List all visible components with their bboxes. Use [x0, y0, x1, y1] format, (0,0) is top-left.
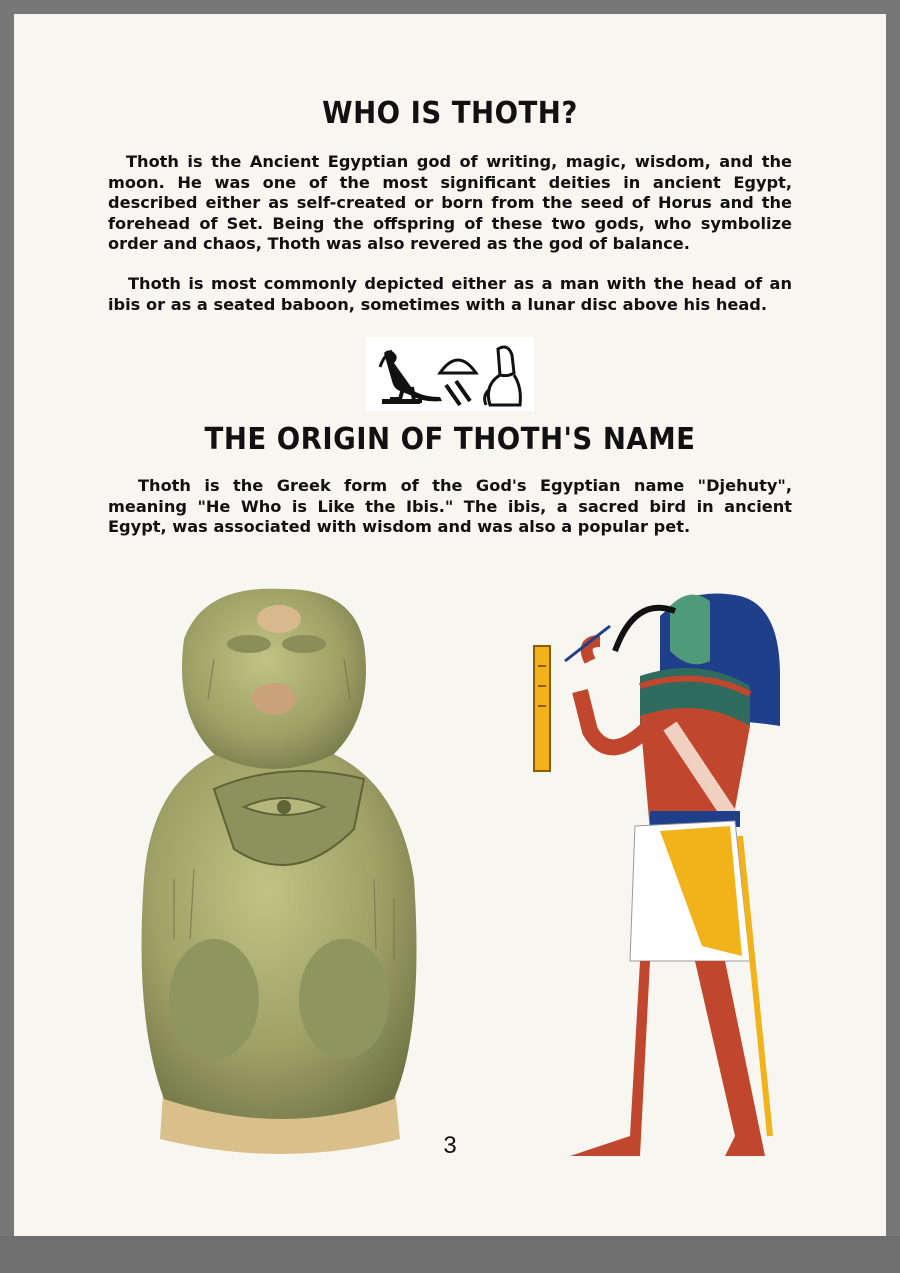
thoth-figure-icon	[510, 576, 780, 1166]
paragraph-depiction: Thoth is most commonly depicted either as a man with the head of an ibis or as a seated baboon, sometimes with a lunar disc above his head.	[108, 274, 792, 314]
page-number: 3	[443, 1132, 457, 1159]
hieroglyph-icon	[366, 337, 534, 411]
document-page	[14, 14, 886, 1236]
paragraph-intro: Thoth is the Ancient Egyptian god of writing, magic, wisdom, and the moon. He was one of the most significant deities in ancient Egypt, described either as self-created or born from the seed of Horus and the forehead of Set. Being the offspring of these two gods, who symbolize order and chaos, Thoth was also revered as the god of balance.	[108, 152, 792, 253]
heading-who-is-thoth: WHO IS THOTH?	[322, 96, 578, 131]
paragraph-origin: Thoth is the Greek form of the God's Egyptian name "Djehuty", meaning "He Who is Like the Ibis." The ibis, a sacred bird in ancient Egypt, was associated with wisdom and was also a popular pet.	[108, 476, 792, 536]
baboon-statue-icon	[124, 579, 434, 1169]
bottom-frame	[0, 1236, 900, 1273]
heading-origin-of-name: THE ORIGIN OF THOTH'S NAME	[204, 422, 696, 457]
